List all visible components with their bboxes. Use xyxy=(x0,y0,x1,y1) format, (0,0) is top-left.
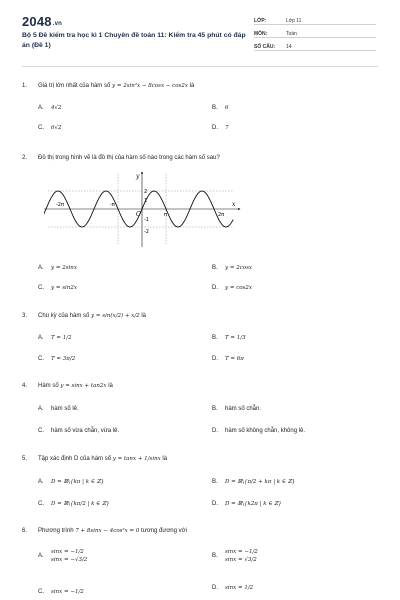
header-divider xyxy=(22,66,378,67)
q2-option-a[interactable]: A. y = 2sinx xyxy=(38,265,77,271)
question-3: 3. Chu kỳ của hàm số y = sin(x/2) + x/2 là xyxy=(22,313,147,319)
q5-option-a[interactable]: A. D = ℝ\{kπ | k ∈ ℤ} xyxy=(38,479,105,485)
sine-graph xyxy=(44,170,244,248)
q1-option-c[interactable]: C. 6√2 xyxy=(38,125,62,131)
site-logo[interactable]: 2048.vn xyxy=(22,14,63,29)
question-6-formula: 7 + 8sinx − 4cos²x = 0 xyxy=(75,528,140,534)
tick-pi: π xyxy=(164,212,168,218)
q5-option-b[interactable]: B. D = ℝ\{π/2 + kπ | k ∈ ℤ} xyxy=(212,479,296,485)
question-5-formula: y = tanx + 1/sinx xyxy=(112,456,161,462)
question-5: 5. Tập xác định D của hàm số y = tanx + 1/sinx là xyxy=(22,456,168,462)
q1-option-d[interactable]: D. 7 xyxy=(212,125,229,131)
meta-row-subject: MÔN: Toán xyxy=(254,27,376,38)
tick-2pi: 2π xyxy=(218,212,225,218)
q6-option-a[interactable]: A.sinx = −1/2 sinx = −√3/2 xyxy=(38,549,88,563)
q2-option-b[interactable]: B. y = 2cosx xyxy=(212,265,253,271)
tick-neg-pi: -π xyxy=(110,202,115,208)
q2-option-d[interactable]: D. y = cos2x xyxy=(212,285,253,291)
tick-y-2: 2 xyxy=(144,189,148,195)
q1-option-a[interactable]: A. 4√2 xyxy=(38,105,62,111)
meta-row-class: LỚP: Lớp 11 xyxy=(254,14,376,25)
q4-option-a[interactable]: A. hàm số lẻ. xyxy=(38,406,79,412)
q1-option-b[interactable]: B. 6 xyxy=(212,105,229,111)
tick-y-1: 1 xyxy=(144,198,148,204)
q6-option-b[interactable]: B.sinx = −1/2 sinx = √3/2 xyxy=(212,549,258,563)
q4-option-c[interactable]: C. hàm số vừa chẵn, vừa lẻ. xyxy=(38,428,120,434)
q5-option-c[interactable]: C. D = ℝ\{kπ/2 | k ∈ ℤ} xyxy=(38,501,110,507)
y-axis-label: y xyxy=(136,173,140,180)
q6-option-d[interactable]: D. sinx = 1/2 xyxy=(212,585,254,591)
q3-option-d[interactable]: D. T = 6π xyxy=(212,356,244,362)
q4-option-b[interactable]: B. hàm số chẵn. xyxy=(212,406,262,412)
q3-option-a[interactable]: A. T = 1/2 xyxy=(38,335,72,341)
tick-y-neg1: -1 xyxy=(144,217,149,223)
meta-panel xyxy=(254,14,376,53)
q3-option-c[interactable]: C. T = 3π/2 xyxy=(38,356,76,362)
q6-option-c[interactable]: C. sinx = −1/2 xyxy=(38,589,84,595)
question-1: 1. Giá trị lớn nhất của hàm số y = 2sin²x − 8cosx − cos2x là xyxy=(22,83,195,89)
question-4-formula: y = sinx + tan2x xyxy=(60,383,107,389)
question-3-formula: y = sin(x/2) + x/2 xyxy=(91,313,140,319)
question-4: 4. Hàm số y = sinx + tan2x là xyxy=(22,383,113,389)
meta-row-count: SỐ CÂU: 14 xyxy=(254,40,376,51)
question-1-formula: y = 2sin²x − 8cosx − cos2x xyxy=(111,83,188,89)
q5-option-d[interactable]: D. D = ℝ\{k2π | k ∈ ℤ} xyxy=(212,501,282,507)
tick-y-neg2: -2 xyxy=(144,229,149,235)
q2-option-c[interactable]: C. y = sin2x xyxy=(38,285,77,291)
question-2: 2. Đồ thị trong hình vẽ là đồ thị của hàm số nào trong các hàm số sau? xyxy=(22,155,220,161)
tick-neg-2pi: -2π xyxy=(56,202,64,208)
x-axis-label: x xyxy=(232,201,236,208)
origin-label: O xyxy=(136,211,141,218)
question-6: 6. Phương trình 7 + 8sinx − 4cos²x = 0 tương đương với xyxy=(22,528,187,534)
q4-option-d[interactable]: D. hàm số không chẵn, không lẻ. xyxy=(212,428,306,434)
q3-option-b[interactable]: B. T = 1/3 xyxy=(212,335,246,341)
worksheet-title: Bộ 5 Đề kiểm tra học kì 1 Chuyên đề toán 11: Kiểm tra 45 phút có đáp án (Đề 1) xyxy=(22,32,246,49)
